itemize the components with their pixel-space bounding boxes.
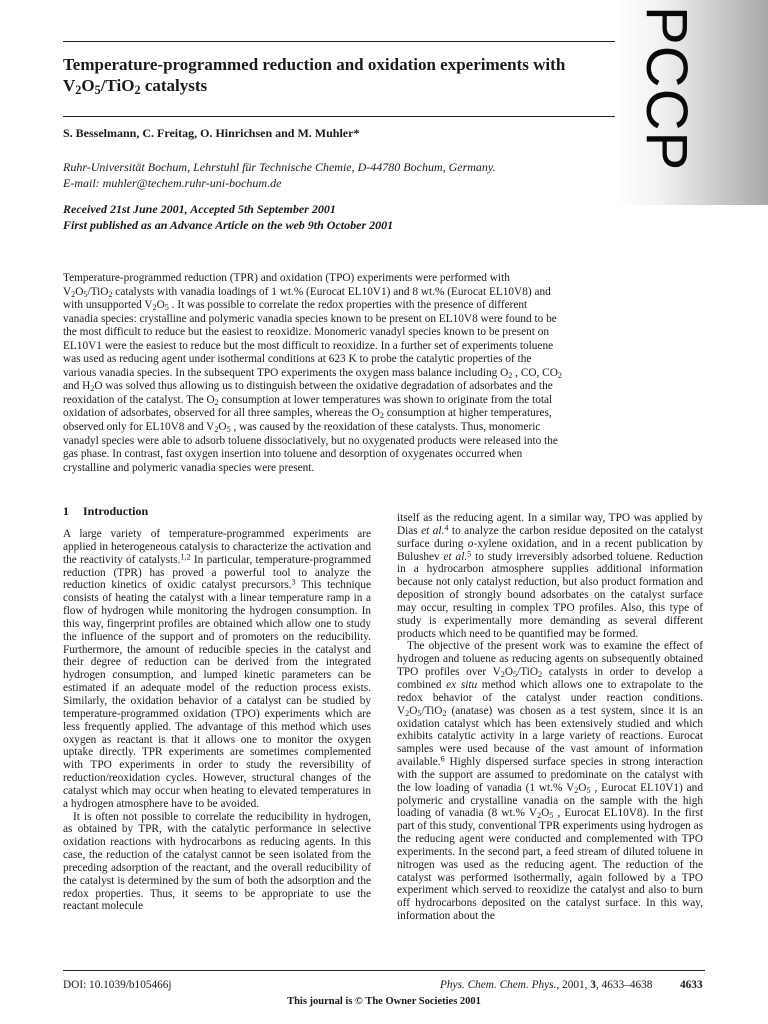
received-date: Received 21st June 2001, Accepted 5th September 2001 (63, 202, 336, 216)
author-list: S. Besselmann, C. Freitag, O. Hinrichsen and M. Muhler* (63, 126, 360, 140)
article-title: Temperature-programmed reduction and oxidation experiments with $V_2O_5/TiO_2$ catalysts (63, 55, 566, 98)
paragraph: It is often not possible to correlate the reducibility in hydrogen, as obtained by TPR, with the catalytic performance in selective oxidation reactions with hydrocarbons as reducing agents. In this case, the reduction of the catalyst cannot be seen isolated from the preceding adsorption of the reactant, and the overall reducibility of the catalyst is determined by the sum of both the adsorption and the redox properties. Thus, it seems to be appropriate to use the reactant molecule (63, 810, 371, 913)
footer-rule (63, 970, 705, 971)
title-rule (63, 116, 615, 117)
doi: DOI: 10.1039/b105466j (63, 979, 172, 991)
affiliation (63, 159, 496, 191)
published-date: First published as an Advance Article on the web 9th October 2001 (63, 218, 394, 232)
section-title: Introduction (83, 504, 149, 518)
citation-journal: Phys. Chem. Chem. Phys. (440, 979, 557, 991)
paragraph: itself as the reducing agent. In a similar way, TPO was applied by Dias et al.$^4$ to analyze the carbon residue deposited on the catalyst surface during o-xylene oxidation, and in a recent publication by Bulushev et al.$^5$ to study irreversibly adsorbed toluene. Reduction in a hydrocarbon atmosphere supplies additional information because not only catalyst reduction, but also product formation and deposition of strongly bound adsorbates on the catalyst surface may occur, resulting in complex TPO profiles. Also, this type of study is experimentally more demanding as several different products which need to be quantified may be formed. (397, 512, 703, 640)
section-heading (63, 504, 371, 518)
citation (440, 978, 652, 992)
top-rule (63, 41, 615, 42)
page-number: 4633 (680, 979, 703, 991)
affiliation-email: E-mail: muhler@techem.ruhr-uni-bochum.de (63, 176, 282, 190)
citation-volume: 3 (590, 979, 596, 991)
paragraph: The objective of the present work was to examine the effect of hydrogen and toluene as reducing agents on subsequently obtained TPO profiles over $V_2O_5/TiO_2$ catalysts in order to develop a combined ex situ method which allows one to extrapolate to the redox behavior of the catalyst under reaction conditions. $V_2O_5/TiO_2$ (anatase) was chosen as a test system, since it is an oxidation catalyst which has been extensively studied and which exhibits catalytic activity in a large variety of reactions. Eurocat samples were used because of the vast amount of information available.$^6$ Highly dispersed surface species in strong interaction with the support are assumed to predominate on the catalyst with the low loading of vanadia (1 wt.% $V_2O_5$ , Eurocat EL10V1) and polymeric and crystalline vanadia on the sample with the high loading of vanadia (8 wt.% $V_2O_5$ , Eurocat EL10V8). In the first part of this study, conventional TPR experiments using hydrogen as the reducing agent were conducted and complemented with TPO experiments. In the second part, a feed stream of diluted toluene in nitrogen was used as the reducing agent. The reduction of the catalyst was performed isothermally, again followed by a TPO experiment which served to reoxidize the catalyst and also to burn off hydrocarbons deposited on the catalyst surface. In this way, information about the (397, 640, 704, 923)
citation-year: , 2001, (556, 979, 591, 991)
journal-logo (625, 6, 705, 186)
left-column (63, 504, 371, 913)
journal-logo-text: PCCP (634, 6, 699, 172)
copyright-line: This journal is © The Owner Societies 2001 (287, 996, 481, 1007)
right-column (397, 512, 703, 923)
abstract: Temperature-programmed reduction (TPR) and oxidation (TPO) experiments were performed with $V_2O_5/TiO_2$ catalysts with vanadia loadings of 1 wt.% (Eurocat EL10V1) and 8 wt.% (Eurocat EL10V8) and with unsupported $V_2O_5$ . It was possible to correlate the redox properties with the presence of different vanadia species: crystalline and polymeric vanadia species known to be present on EL10V8 were found to be the most difficult to reduce but the easiest to reoxidize. Monomeric vanadyl species known to be present on EL10V1 were the easiest to reduce but the most difficult to reoxidize. In a further set of experiments toluene was used as reducing agent under isothermal conditions at 623 K to probe the catalytic properties of the various vanadia species. In the subsequent TPO experiments the oxygen mass balance including $O_2$ , CO, $CO_2$ and $H_2O$ was solved thus allowing us to distinguish between the oxidative degradation of adsorbates and the reoxidation of the catalyst. The $O_2$ consumption at lower temperatures was shown to originate from the total oxidation of adsorbates, observed for all three samples, whereas the $O_2$ consumption at higher temperatures, observed only for EL10V8 and $V_2O_5$ , was caused by the reoxidation of these catalysts. Thus, monomeric vanadyl species were able to adsorb toluene dissociatively, but no oxygenated products were released into the gas phase. In contrast, fast oxygen insertion into toluene and desorption of oxygenates occurred when crystalline and polymeric vanadia species were present. (63, 272, 562, 474)
affiliation-address: Ruhr-Universität Bochum, Lehrstuhl für Technische Chemie, D-44780 Bochum, Germany. (63, 160, 496, 174)
publication-dates (63, 201, 393, 233)
citation-pages: , 4633–4638 (595, 979, 653, 991)
section-number: 1 (63, 504, 69, 518)
paragraph: A large variety of temperature-programmed experiments are applied in heterogeneous catalysis to characterize the activation and the reactivity of catalysts.$^{1,2}$ In particular, temperature-programmed reduction (TPR) has proved a powerful tool to analyze the reduction kinetics of oxidic catalyst precursors.$^3$ This technique consists of heating the catalyst with a linear temperature ramp in a flow of hydrogen while monitoring the hydrogen consumption. In this way, fingerprint profiles are obtained which allow one to study the influence of the support and of promoters on the reducibility. Furthermore, the amount of reducible species in the catalyst and their degree of reduction can be derived from the integrated hydrogen consumption, and lumped kinetic parameters can be estimated if an adequate model of the reduction process exists. Similarly, the oxidation behavior of a catalyst can be studied by temperature-programmed oxidation (TPO) experiments which are less frequently applied. The advantage of this method which uses oxygen as reactant is that it allows one to monitor the oxygen uptake directly. TPR experiments are sometimes complemented with TPO experiments in order to study the reversibility of reduction/reoxidation cycles. However, structural changes of the catalyst which may occur when heating to elevated temperatures in a hydrogen atmosphere have to be avoided. (63, 528, 371, 810)
